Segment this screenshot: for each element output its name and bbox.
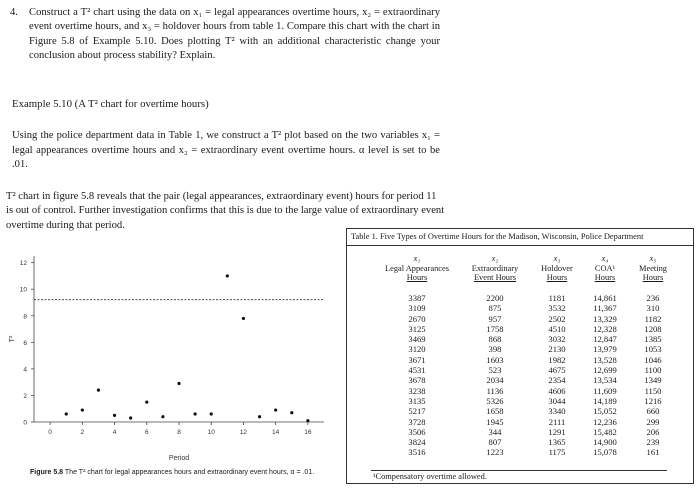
table-cell: 236 — [646, 293, 660, 303]
table-cell: 398 — [488, 344, 502, 355]
column-variable: x₃ — [553, 254, 561, 263]
x-tick-label: 14 — [272, 429, 280, 436]
table-cell: 1136 — [486, 385, 504, 396]
table-cell: 2034 — [486, 375, 504, 386]
table-cell: 1181 — [548, 293, 566, 303]
question-text: Construct a T² chart using the data on x₁ = legal appearances overtime hours, x₂ = extraordinary event overtime hours, and x₃ = holdover hours from table 1. Compare this chart with the chart in Figure 5.8 of Example 5.10. Does plotting T² with an additional characteristic change your conclusion about process stability? Explain. — [29, 7, 440, 62]
table-cell: 3125 — [408, 323, 426, 334]
table-cell: 13,329 — [593, 313, 617, 324]
table-cell: 2354 — [548, 375, 566, 386]
table-cell: 4510 — [548, 323, 566, 334]
table-cell: 1046 — [644, 354, 662, 365]
table-column — [634, 293, 672, 458]
table-footnote: ¹Compensatory overtime allowed. — [373, 472, 487, 481]
table-cell: 1208 — [644, 323, 662, 334]
column-variable: x₂ — [491, 254, 499, 263]
x-axis-label: Period — [168, 455, 190, 462]
data-point — [226, 274, 229, 277]
table-cell: 344 — [488, 426, 502, 437]
data-point — [194, 412, 197, 415]
data-point — [306, 419, 309, 422]
data-point — [65, 412, 68, 415]
x-tick-label: 2 — [80, 429, 85, 436]
x-tick-label: 12 — [239, 429, 248, 436]
table-cell: 957 — [488, 313, 502, 324]
table-cell: 1150 — [644, 385, 662, 396]
data-point — [242, 317, 245, 320]
table-cell: 239 — [646, 437, 660, 448]
table-cell: 1349 — [644, 375, 662, 386]
table-title: Table 1. Five Types of Overtime Hours for the Madison, Wisconsin, Police Department — [351, 232, 644, 241]
table-cell: 4606 — [548, 385, 566, 396]
y-tick-label: 6 — [23, 339, 27, 347]
figure-caption-label: Figure 5.8 — [30, 469, 64, 476]
x-tick-label: 6 — [144, 429, 149, 436]
column-header — [456, 254, 534, 283]
table-cell: 3044 — [548, 395, 566, 406]
table-cell: 3387 — [408, 293, 426, 303]
table-cell: 1945 — [486, 416, 504, 427]
table-cell: 3671 — [408, 354, 426, 365]
column-header-line: Event Hours — [473, 273, 517, 283]
y-tick-label: 0 — [23, 419, 27, 427]
table-cell: 1100 — [644, 365, 662, 376]
table-cell: 660 — [646, 406, 660, 417]
data-point — [113, 414, 116, 417]
data-point — [145, 400, 148, 403]
y-tick-label: 12 — [19, 260, 27, 268]
column-header-line: Hours — [594, 273, 616, 283]
table-cell: 3238 — [408, 385, 426, 396]
data-point — [81, 408, 84, 411]
column-header-line: Legal Appearances — [385, 263, 449, 273]
table-cell: 12,699 — [593, 365, 617, 376]
column-header-line: Hours — [546, 273, 568, 283]
data-point — [129, 416, 132, 419]
column-header-line: Extraordinary — [471, 263, 519, 273]
table-cell: 15,078 — [593, 447, 617, 458]
table-cell: 11,609 — [593, 385, 617, 396]
table-cell: 161 — [646, 447, 660, 458]
x-tick-label: 8 — [177, 429, 181, 436]
table-cell: 12,847 — [593, 334, 617, 345]
data-point — [290, 411, 293, 414]
figure-caption-text: The T² chart for legal appearances hours and extraordinary event hours, α = .01. — [64, 469, 315, 476]
column-header-line: COA¹ — [594, 263, 616, 273]
t2-chart — [4, 250, 338, 465]
table-cell: 3120 — [408, 344, 426, 355]
table-cell: 3032 — [548, 334, 566, 345]
table-cell: 1291 — [548, 426, 566, 437]
table-cell: 1216 — [644, 395, 662, 406]
table-cell: 5217 — [408, 406, 426, 417]
column-header-line: Holdover — [541, 263, 573, 273]
table-cell: 12,236 — [593, 416, 617, 427]
table-cell: 1385 — [644, 334, 662, 345]
x-tick-label: 10 — [207, 429, 215, 436]
table-cell: 15,052 — [593, 406, 617, 417]
table-cell: 868 — [488, 334, 502, 345]
y-tick-label: 10 — [19, 286, 27, 294]
table-cell: 1982 — [548, 354, 566, 365]
x-tick-label: 0 — [48, 429, 52, 436]
t2-chart-figure — [4, 250, 338, 485]
table-cell: 1182 — [644, 313, 662, 324]
y-tick-label: 4 — [23, 366, 27, 374]
table-cell: 3824 — [408, 437, 426, 448]
column-variable: x₁ — [413, 254, 421, 263]
table-cell: 1053 — [644, 344, 662, 355]
table-column — [369, 293, 465, 458]
table-cell: 3532 — [548, 303, 566, 314]
table-cell: 807 — [488, 437, 502, 448]
table-cell: 3506 — [408, 426, 426, 437]
table-cell: 875 — [488, 303, 502, 314]
table-cell: 2130 — [548, 344, 566, 355]
table-cell: 1365 — [548, 437, 566, 448]
table-cell: 1658 — [486, 406, 504, 417]
table-title-rule — [347, 245, 693, 246]
example-paragraph-1: Using the police department data in Table 1, we construct a T² plot based on the two variables x₁ = legal appearances overtime hours and x₂ = extraordinary event overtime hours. α level is set to be .01. — [12, 130, 440, 171]
x-tick-label: 16 — [304, 429, 312, 436]
column-header — [534, 254, 580, 283]
example-heading: Example 5.10 (A T² chart for overtime hours) — [12, 98, 209, 110]
table-cell: 1603 — [486, 354, 504, 365]
table-bottom-rule — [371, 470, 667, 471]
table-cell: 1758 — [486, 323, 504, 334]
table-cell: 1175 — [548, 447, 566, 458]
column-header-line: Hours — [642, 273, 664, 283]
table-cell: 5326 — [486, 395, 504, 406]
column-variable: x₅ — [649, 254, 657, 263]
table-cell: 310 — [646, 303, 660, 314]
table-cell: 3109 — [408, 303, 426, 314]
table-column — [534, 293, 580, 458]
data-point — [161, 415, 164, 418]
table-cell: 523 — [488, 365, 502, 376]
table-cell: 3516 — [408, 447, 426, 458]
table-cell: 14,900 — [593, 437, 617, 448]
y-tick-label: 8 — [23, 313, 27, 321]
column-header-line: Hours — [406, 273, 428, 283]
column-variable: x₄ — [601, 254, 609, 263]
table-column — [584, 293, 626, 458]
table-cell: 13,979 — [593, 344, 617, 355]
data-point — [177, 382, 180, 385]
table-cell: 2502 — [548, 313, 566, 324]
table-cell: 3728 — [408, 416, 426, 427]
figure-caption — [30, 468, 340, 478]
example-paragraph-2: T² chart in figure 5.8 reveals that the pair (legal appearances, extraordinary event) hours for period 11 is out of control. Further investigation confirms that this is due to the large value of extraordinary event overtime during that period. — [6, 191, 445, 231]
table-cell: 4531 — [408, 365, 426, 376]
column-header — [369, 254, 465, 283]
table-cell: 12,328 — [593, 323, 617, 334]
table-cell: 13,534 — [593, 375, 617, 386]
y-axis-label: T² — [9, 335, 16, 343]
table-cell: 3135 — [408, 395, 426, 406]
table-cell: 206 — [646, 426, 660, 437]
y-tick-label: 2 — [23, 392, 27, 400]
column-header — [584, 254, 626, 283]
table-cell: 15,482 — [593, 426, 617, 437]
table-cell: 299 — [646, 416, 660, 427]
table-cell: 4675 — [548, 365, 566, 376]
table-cell: 3469 — [408, 334, 426, 345]
table-cell: 2111 — [548, 416, 566, 427]
table-cell: 2200 — [486, 293, 504, 303]
column-header — [634, 254, 672, 283]
table-cell: 14,189 — [593, 395, 617, 406]
data-point — [97, 389, 100, 392]
table-cell: 13,528 — [593, 354, 617, 365]
table-cell: 1223 — [486, 447, 504, 458]
data-point — [274, 408, 277, 411]
table-cell: 2670 — [408, 313, 426, 324]
column-header-line: Meeting — [639, 263, 667, 273]
table-cell: 3678 — [408, 375, 426, 386]
question-number: 4. — [10, 7, 18, 18]
x-tick-label: 4 — [112, 429, 117, 436]
data-point — [210, 412, 213, 415]
data-point — [258, 415, 261, 418]
table-column — [456, 293, 534, 458]
table-cell: 3340 — [548, 406, 566, 417]
table-cell: 14,861 — [593, 293, 617, 303]
question-4 — [10, 6, 440, 64]
overtime-table — [346, 228, 694, 484]
table-cell: 11,367 — [593, 303, 617, 314]
